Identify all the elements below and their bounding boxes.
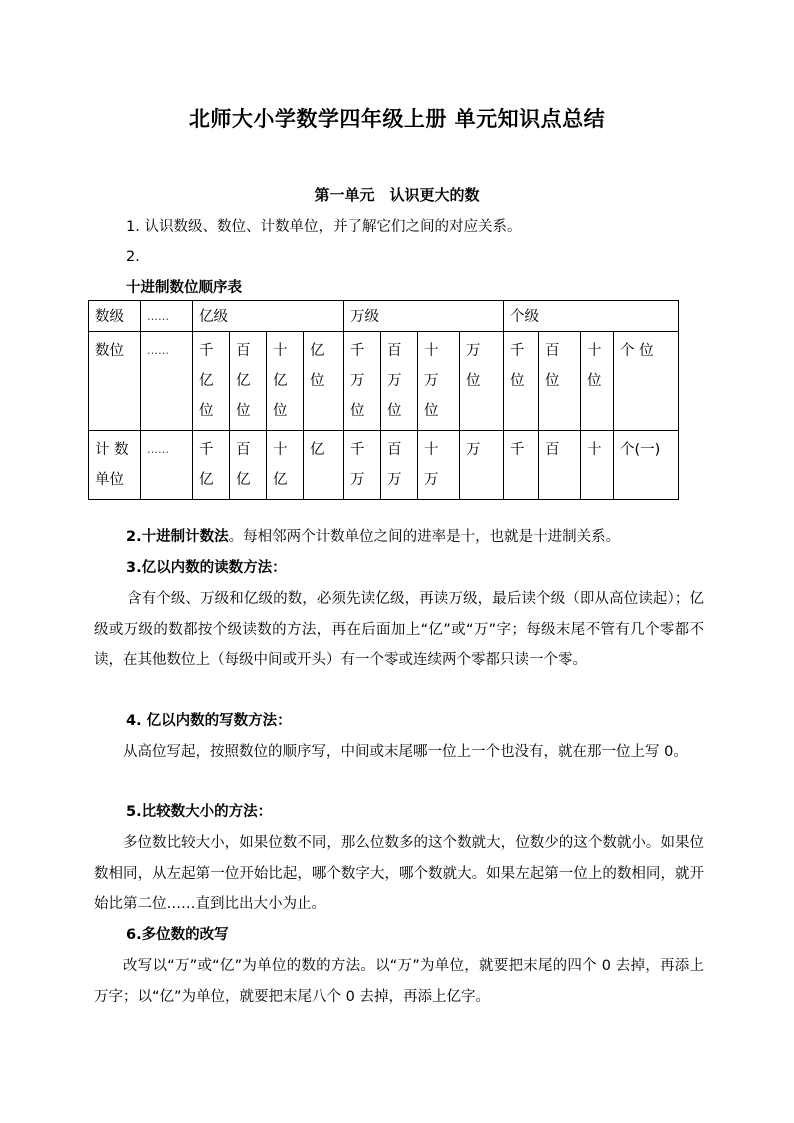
ellipsis-cell: ……	[141, 332, 193, 431]
cell-char: 位	[236, 403, 251, 419]
cell-char: 亿	[199, 472, 214, 488]
cell-char: 单位	[95, 472, 124, 488]
cell-char: 千	[350, 343, 365, 359]
ge-level-cell: 个级	[504, 301, 679, 332]
section-2	[126, 526, 620, 548]
row-label-level: 数级	[89, 301, 141, 332]
place-cell	[193, 332, 230, 431]
cell-char: 万	[350, 472, 365, 488]
table-row-units	[89, 431, 679, 500]
cell-char: 万	[466, 343, 481, 359]
unit-cell	[418, 431, 460, 500]
section-6-heading: 6.多位数的改写	[126, 927, 229, 943]
cell-char: 万	[387, 472, 402, 488]
cell-char: 个(一)	[620, 442, 661, 458]
unit-cell	[581, 431, 614, 500]
place-cell	[581, 332, 614, 431]
cell-char: 亿	[310, 442, 325, 458]
ellipsis-cell: ……	[141, 301, 193, 332]
item-2: 2.	[126, 249, 140, 265]
cell-char: 千	[350, 442, 365, 458]
section-4-heading: 4. 亿以内数的写数方法：	[126, 713, 292, 729]
cell-char: 亿	[310, 343, 325, 359]
unit-cell	[193, 431, 230, 500]
cell-char: 千	[510, 343, 525, 359]
unit-cell	[614, 431, 679, 500]
cell-char: 万	[387, 373, 402, 389]
cell-char: 位	[199, 403, 214, 419]
place-cell	[381, 332, 418, 431]
cell-char: 亿	[236, 373, 251, 389]
section-4-text: 从高位写起，按照数位的顺序写，中间或末尾哪一位上一个也没有，就在那一位上写 0。	[123, 744, 688, 760]
place-cell	[304, 332, 344, 431]
cell-char: 亿	[273, 472, 288, 488]
cell-char: 百	[236, 442, 251, 458]
cell-char: 位	[466, 373, 481, 389]
unit-cell	[304, 431, 344, 500]
cell-char: 位	[545, 373, 560, 389]
place-cell	[504, 332, 539, 431]
unit-cell	[539, 431, 581, 500]
unit-cell	[381, 431, 418, 500]
row-label-place: 数位	[89, 332, 141, 431]
cell-char: 千	[199, 442, 214, 458]
cell-char: 十	[587, 343, 602, 359]
place-cell	[539, 332, 581, 431]
place-cell	[267, 332, 304, 431]
cell-char: 亿	[273, 373, 288, 389]
cell-char: 十	[424, 442, 439, 458]
cell-char: 计 数	[95, 442, 129, 458]
document-title: 北师大小学数学四年级上册 单元知识点总结	[188, 107, 606, 131]
section-5-text: 多位数比较大小，如果位数不同，那么位数多的这个数就大，位数少的这个数就小。如果位数相同，从左起第一位开始比起，哪个数字大，哪个数就大。如果左起第一位上的数相同，就开始比第二位……直到比出大小为止。	[94, 835, 704, 912]
cell-char: 位	[273, 403, 288, 419]
place-cell	[230, 332, 267, 431]
table-caption: 十进制数位顺序表	[126, 280, 242, 296]
section-3-heading: 3.亿以内数的读数方法：	[126, 560, 287, 576]
place-value-table	[88, 300, 679, 500]
cell-char: 万	[424, 373, 439, 389]
cell-char: 百	[387, 343, 402, 359]
item-1: 1. 认识数级、数位、计数单位，并了解它们之间的对应关系。	[126, 219, 522, 235]
table-row-places	[89, 332, 679, 431]
cell-char: 亿	[199, 373, 214, 389]
unit-cell	[230, 431, 267, 500]
row-label-unit	[89, 431, 141, 500]
cell-char: 万	[350, 373, 365, 389]
unit-cell	[504, 431, 539, 500]
place-cell	[344, 332, 381, 431]
cell-char: 百	[387, 442, 402, 458]
cell-char: 位	[310, 373, 325, 389]
unit-cell	[344, 431, 381, 500]
section-5-heading: 5.比较数大小的方法：	[126, 804, 273, 820]
cell-char: 百	[545, 343, 560, 359]
cell-char: 百	[545, 442, 560, 458]
section-3-text: 含有个级、万级和亿级的数，必须先读亿级，再读万级，最后读个级（即从高位读起）；亿级或万级的数都按个级读数的方法，再在后面加上“亿”或“万”字；每级末尾不管有几个零都不读，在其他数位上（每级中间或开头）有一个零或连续两个零都只读一个零。	[94, 591, 704, 668]
place-cell	[460, 332, 504, 431]
table-row-levels	[89, 301, 679, 332]
cell-char: 百	[236, 343, 251, 359]
cell-char: 十	[273, 343, 288, 359]
unit-title: 第一单元 认识更大的数	[314, 186, 480, 204]
section-2-text: 。每相邻两个计数单位之间的进率是十，也就是十进制关系。	[228, 529, 621, 545]
wan-level-cell: 万级	[344, 301, 504, 332]
section-6-text: 改写以“万”或“亿”为单位的数的方法。以“万”为单位，就要把末尾的四个 0 去掉，再添上万字；以“亿”为单位，就要把末尾八个 0 去掉，再添上亿字。	[94, 958, 704, 1005]
cell-char: 位	[387, 403, 402, 419]
place-cell	[614, 332, 679, 431]
ellipsis-cell: ……	[141, 431, 193, 500]
unit-cell	[460, 431, 504, 500]
cell-char: 亿	[236, 472, 251, 488]
cell-char: 万	[424, 472, 439, 488]
cell-char: 万	[466, 442, 481, 458]
cell-char: 个 位	[620, 343, 654, 359]
section-2-heading: 2.十进制计数法	[126, 529, 229, 545]
cell-char: 位	[510, 373, 525, 389]
cell-char: 位	[350, 403, 365, 419]
unit-cell	[267, 431, 304, 500]
cell-char: 十	[587, 442, 602, 458]
cell-char: 十	[424, 343, 439, 359]
cell-char: 千	[199, 343, 214, 359]
cell-char: 十	[273, 442, 288, 458]
cell-char: 位	[424, 403, 439, 419]
cell-char: 千	[510, 442, 525, 458]
cell-char: 位	[587, 373, 602, 389]
yi-level-cell: 亿级	[193, 301, 344, 332]
place-cell	[418, 332, 460, 431]
